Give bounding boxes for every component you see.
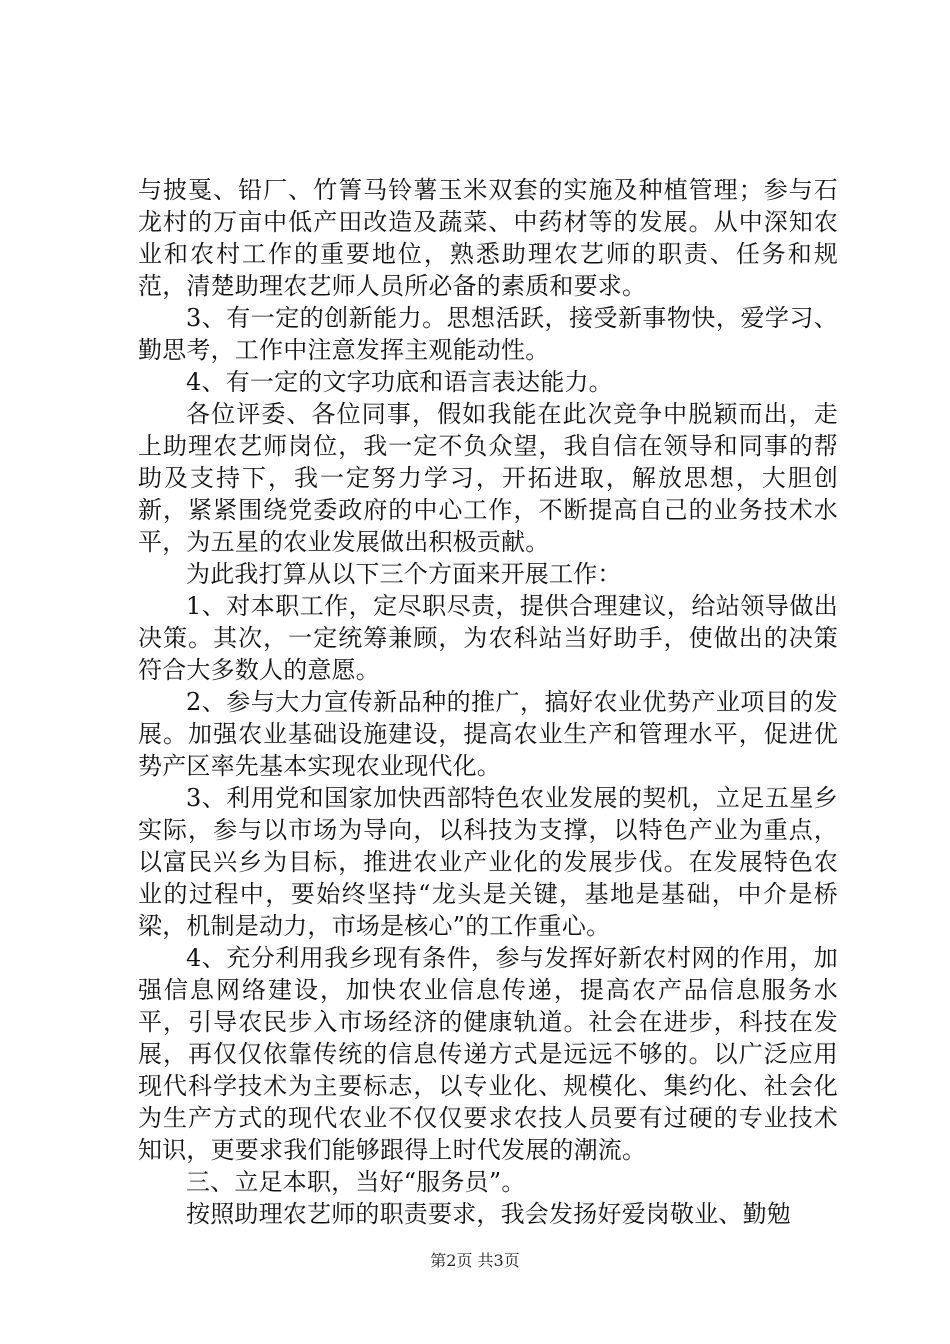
document-body bbox=[138, 174, 838, 1230]
paragraph-plan-1: 1、对本职工作，定尽职尽责，提供合理建议，给站领导做出决策。其次，一定统筹兼顾，为农科站当好助手，使做出的决策符合大多数人的意愿。 bbox=[138, 592, 838, 684]
paragraph-commitment: 各位评委、各位同事，假如我能在此次竞争中脱颖而出，走上助理农艺师岗位，我一定不负众望，我自信在领导和同事的帮助及支持下，我一定努力学习，开拓进取，解放思想，大胆创新，紧紧围绕党委政府的中心工作，不断提高自己的业务技术水平，为五星的农业发展做出积极贡献。 bbox=[138, 400, 838, 556]
paragraph-item-3-innovation: 3、有一定的创新能力。思想活跃，接受新事物快，爱学习、勤思考，工作中注意发挥主观能动性。 bbox=[138, 304, 838, 364]
paragraph-continuation: 与披戛、铅厂、竹箐马铃薯玉米双套的实施及种植管理；参与石龙村的万亩中低产田改造及蔬菜、中药材等的发展。从中深知农业和农村工作的重要地位，熟悉助理农艺师的职责、任务和规范，清楚助理农艺师人员所必备的素质和要求。 bbox=[138, 176, 838, 300]
paragraph-plan-2: 2、参与大力宣传新品种的推广，搞好农业优势产业项目的发展。加强农业基础设施建设，提高农业生产和管理水平，促进优势产区率先基本实现农业现代化。 bbox=[138, 688, 838, 780]
page-number-footer: 第2页 共3页 bbox=[430, 1251, 520, 1270]
paragraph-plan-3: 3、利用党和国家加快西部特色农业发展的契机，立足五星乡实际，参与以市场为导向，以科技为支撑，以特色产业为重点，以富民兴乡为目标，推进农业产业化的发展步伐。在发展特色农业的过程中，要始终坚持“龙头是关键，基地是基础，中介是桥梁，机制是动力，市场是核心”的工作重心。 bbox=[138, 784, 838, 940]
paragraph-plan-4: 4、充分利用我乡现有条件，参与发挥好新农村网的作用，加强信息网络建设，加快农业信息传递，提高农产品信息服务水平，引导农民步入市场经济的健康轨道。社会在进步，科技在发展，再仅仅依靠传统的信息传递方式是远远不够的。以广泛应用现代科学技术为主要标志，以专业化、规模化、集约化、社会化为生产方式的现代农业不仅仅要求农技人员要有过硬的专业技术知识，更要求我们能够跟得上时代发展的潮流。 bbox=[138, 944, 838, 1164]
paragraph-plan-intro: 为此我打算从以下三个方面来开展工作： bbox=[186, 560, 622, 588]
paragraph-duty-start: 按照助理农艺师的职责要求，我会发扬好爱岗敬业、勤勉 bbox=[186, 1200, 791, 1228]
paragraph-item-4-writing: 4、有一定的文字功底和语言表达能力。 bbox=[186, 368, 613, 396]
section-heading-3: 三、立足本职，当好“服务员”。 bbox=[186, 1168, 526, 1196]
